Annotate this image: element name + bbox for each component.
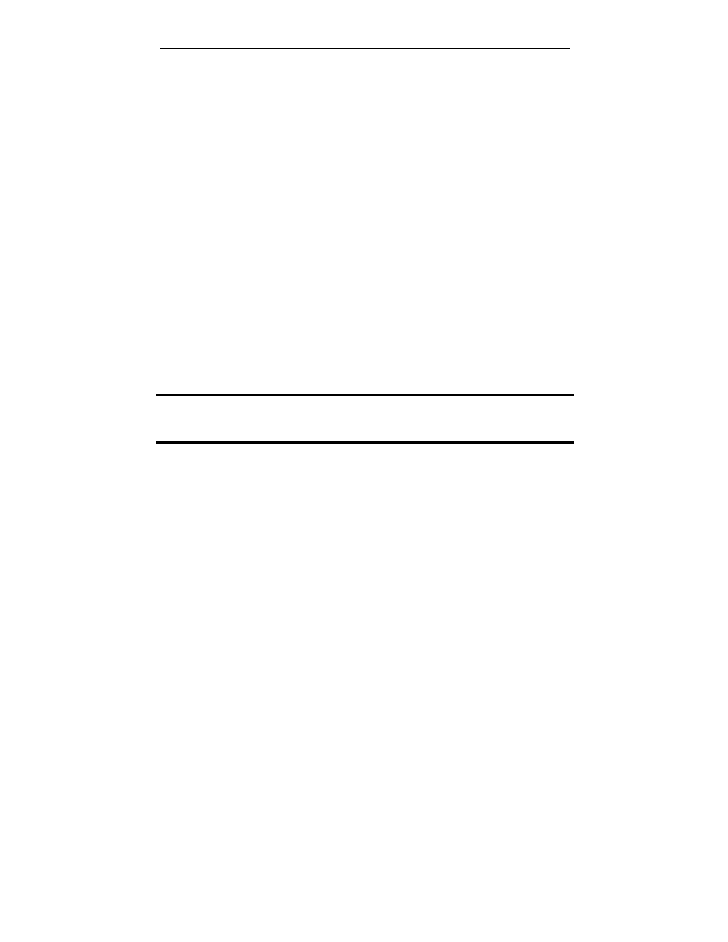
running-header bbox=[160, 42, 570, 49]
table-header bbox=[156, 396, 574, 442]
evaluation-table bbox=[156, 394, 574, 444]
